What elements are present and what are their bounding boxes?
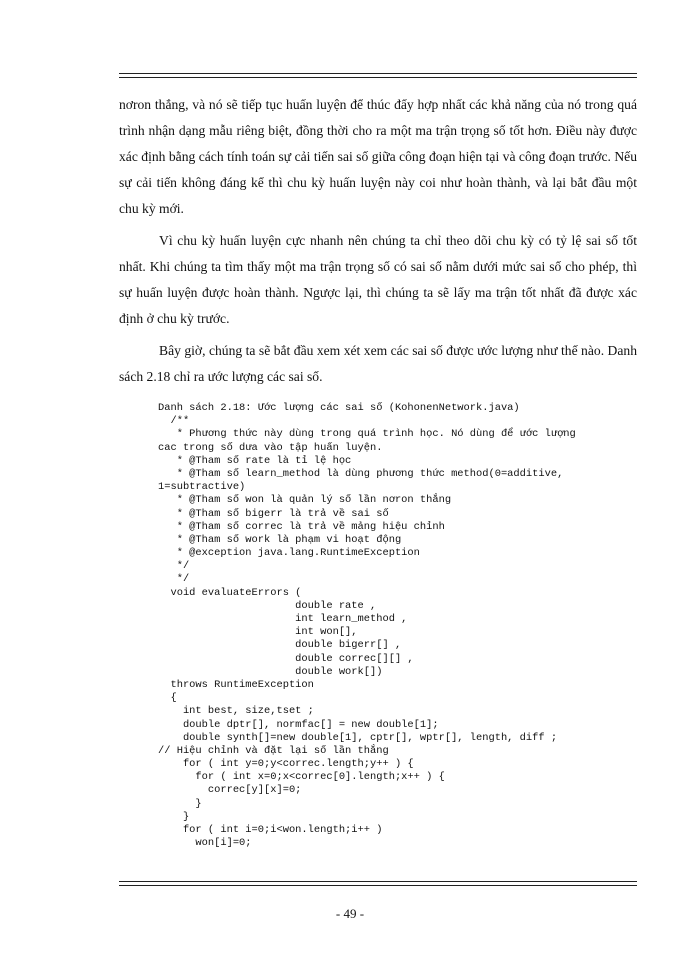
code-line: double correc[][] , bbox=[158, 652, 414, 665]
body-text bbox=[119, 92, 637, 396]
code-line: */ bbox=[158, 560, 190, 573]
code-line: * @exception java.lang.RuntimeException bbox=[158, 547, 420, 560]
code-line: for ( int i=0;i<won.length;i++ ) bbox=[158, 824, 383, 836]
code-line: * @Tham số rate là tỉ lệ học bbox=[158, 454, 352, 467]
code-line: * @Tham số correc là trả về mảng hiệu chỉnh bbox=[158, 520, 445, 533]
code-line: for ( int y=0;y<correc.length;y++ ) { bbox=[158, 758, 414, 771]
code-line: Danh sách 2.18: Ước lượng các sai số (KohonenNetwork.java) bbox=[158, 402, 520, 414]
paragraph-3: Bây giờ, chúng ta sẽ bắt đầu xem xét xem các sai số được ước lượng như thế nào. Danh sách 2.18 chỉ ra ước lượng các sai số. bbox=[119, 343, 637, 384]
code-line: { bbox=[158, 692, 177, 705]
code-line: double work[]) bbox=[158, 665, 383, 678]
paragraph-1: nơron thắng, và nó sẽ tiếp tục huấn luyện để thúc đẩy hợp nhất các khả năng của nó trong quá trình nhận dạng mẫu riêng biệt, đồng thời cho ra một ma trận trọng số tốt hơn. Điều này được xác định bằng cách tính toán sự cải tiến sai số giữa công đoạn hiện tại và công đoạn trước. Nếu sự cải tiến không đáng kể thì chu kỳ huấn luyện này coi như hoàn thành, và lại bắt đầu một chu kỳ mới. bbox=[119, 97, 637, 216]
code-line: double rate , bbox=[158, 599, 377, 612]
code-line: } bbox=[158, 810, 190, 823]
code-line: double synth[]=new double[1], cptr[], wptr[], length, diff ; bbox=[158, 731, 558, 744]
code-line: cac trong số dưa vào tập huấn luyện. bbox=[158, 441, 383, 454]
code-line: int best, size,tset ; bbox=[158, 705, 314, 718]
code-line: void evaluateErrors ( bbox=[158, 586, 302, 599]
code-line: throws RuntimeException bbox=[158, 678, 314, 691]
code-line: for ( int x=0;x<correc[0].length;x++ ) { bbox=[158, 771, 445, 784]
code-line: // Hiệu chỉnh và đặt lại số lần thắng bbox=[158, 744, 389, 757]
footer-rule bbox=[119, 881, 637, 886]
code-line: */ bbox=[158, 573, 190, 586]
code-line: int won[], bbox=[158, 626, 358, 639]
paragraph-2: Vì chu kỳ huấn luyện cực nhanh nên chúng ta chỉ theo dõi chu kỳ có tỷ lệ sai số tốt nhất. Khi chúng ta tìm thấy một ma trận trọng số có sai số nằm dưới mức sai số cho phép, thì sự huấn luyện được hoàn thành. Ngược lại, thì chúng ta sẽ lấy ma trận tốt nhất đã được xác định ở chu kỳ trước. bbox=[119, 233, 637, 326]
code-line: * @Tham số bigerr là trả về sai số bbox=[158, 507, 389, 520]
code-listing bbox=[158, 402, 658, 850]
code-line: won[i]=0; bbox=[158, 837, 252, 850]
code-line: * @Tham số learn_method là dùng phương thức method(0=additive, bbox=[158, 467, 564, 480]
code-line: * @Tham số work là phạm vi hoạt động bbox=[158, 533, 402, 546]
page-number: - 49 - bbox=[335, 906, 365, 921]
code-line: 1=subtractive) bbox=[158, 481, 246, 494]
code-line: correc[y][x]=0; bbox=[158, 784, 302, 797]
code-line: * Phương thức này dùng trong quá trình học. Nó dùng để ước lượng bbox=[158, 428, 576, 441]
header-rule bbox=[119, 73, 637, 78]
code-line: * @Tham số won là quản lý số lần nơron thắng bbox=[158, 494, 452, 507]
code-line: } bbox=[158, 797, 202, 810]
code-line: /** bbox=[158, 415, 190, 428]
code-line: int learn_method , bbox=[158, 613, 408, 625]
code-line: double dptr[], normfac[] = new double[1]; bbox=[158, 718, 439, 731]
code-line: double bigerr[] , bbox=[158, 639, 402, 652]
